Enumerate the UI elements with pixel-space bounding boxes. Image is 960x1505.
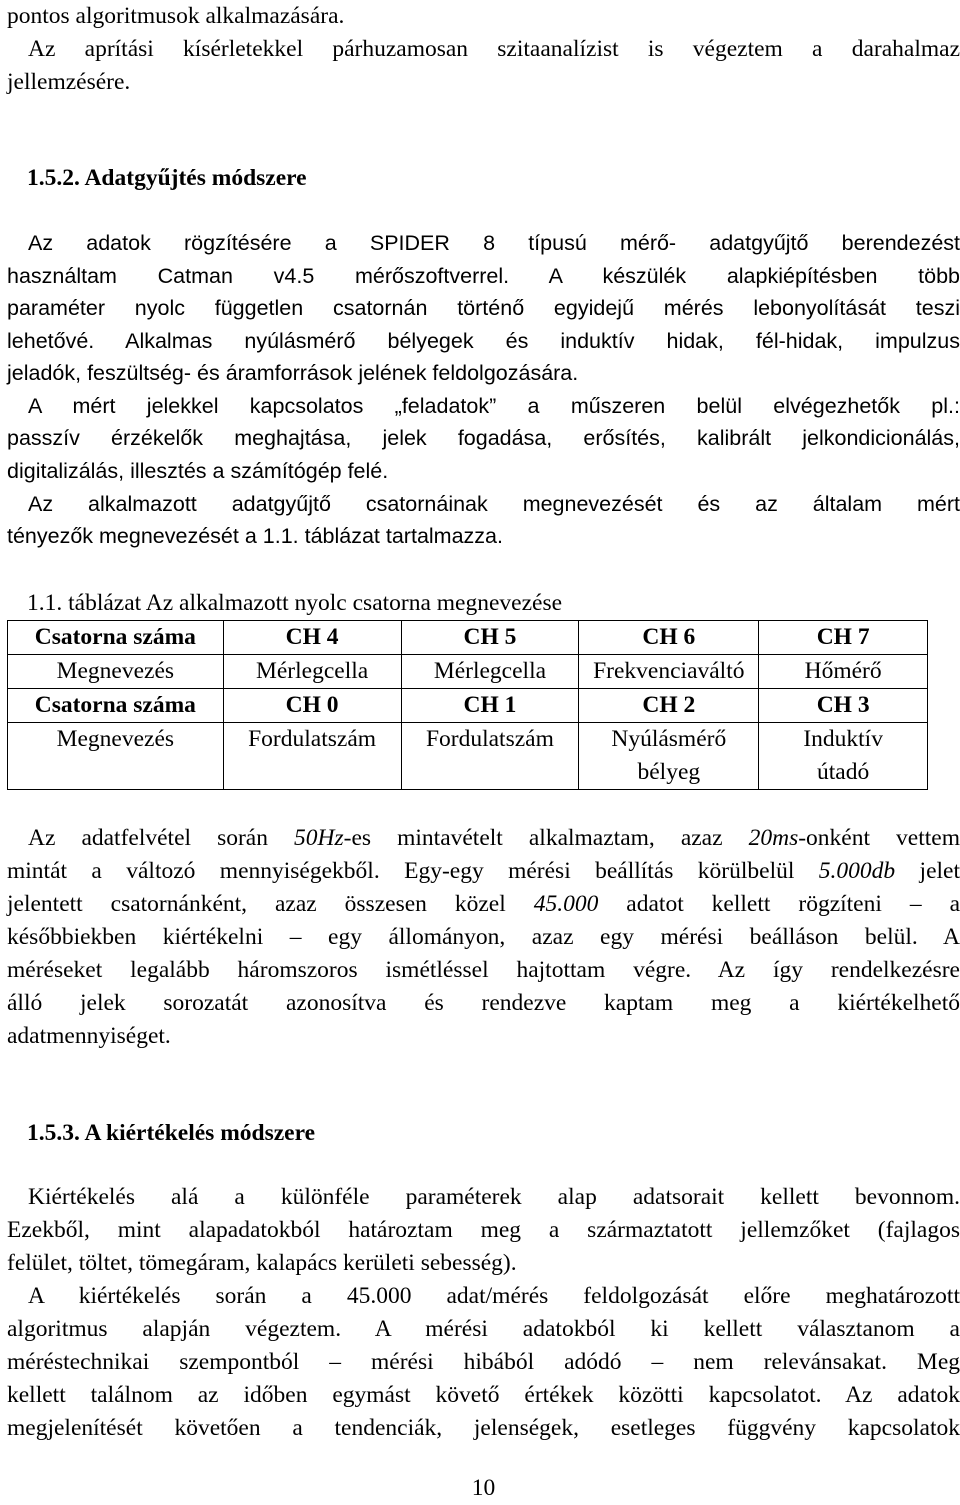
table-cell: CH 3 (759, 689, 928, 723)
text-span: -onként vettem (798, 825, 960, 851)
cell-line: Nyúlásmérő (611, 726, 727, 752)
page-number: 10 (471, 1475, 496, 1501)
table-cell: Mérlegcella (401, 655, 579, 689)
cell-line: Induktív (803, 726, 883, 752)
table-row (8, 621, 928, 655)
table-cell: CH 1 (401, 689, 579, 723)
channel-table (7, 620, 928, 790)
text-line: paraméter nyolc független csatornán történő egyidejű mérés lebonyolítását teszi (7, 296, 960, 320)
text-span: adatot kellett rögzíteni – a (598, 891, 960, 917)
table-cell: Csatorna száma (8, 621, 224, 655)
text-line: A kiértékelés során a 45.000 adat/mérés feldolgozását előre meghatározott (28, 1283, 960, 1309)
cell-line: útadó (817, 759, 870, 785)
table-cell (759, 723, 928, 790)
text-line: jellemzésére. (7, 69, 131, 95)
text-span: jelentett csatornánként, azaz összesen közel (7, 891, 534, 917)
table-cell: CH 2 (579, 689, 759, 723)
table-cell: Megnevezés (8, 723, 224, 790)
text-line: méréseket legalább háromszoros ismétléssel hajtottam végre. Az így rendelkezésre (7, 957, 960, 983)
text-line: jeladók, feszültség- és áramforrások jelének feldolgozására. (7, 361, 579, 385)
text-line: későbbiekben kiértékelni – egy állományon, azaz egy mérési beálláson belül. A (7, 924, 960, 950)
table-cell: Frekvenciaváltó (579, 655, 759, 689)
text-line: Az adatok rögzítésére a SPIDER 8 típusú mérő- adatgyűjtő berendezést (28, 231, 960, 255)
table-cell: Csatorna száma (8, 689, 224, 723)
text-span: jelet (895, 858, 960, 884)
text-line: használtam Catman v4.5 mérőszoftverrel. A készülék alapkiépítésben több (7, 264, 960, 288)
text-line (28, 822, 960, 855)
table-cell: CH 6 (579, 621, 759, 655)
text-line: digitalizálás, illesztés a számítógép felé. (7, 459, 389, 483)
text-line: méréstechnikai szempontból – mérési hibából adódó – nem relevánsakat. Meg (7, 1349, 960, 1375)
document-page (7, 0, 960, 1501)
table-cell: Fordulatszám (223, 723, 401, 790)
cell-line: bélyeg (637, 759, 701, 785)
text-span: 45.000 (533, 891, 599, 917)
table-cell: CH 5 (401, 621, 579, 655)
text-line: álló jelek sorozatát azonosítva és rendezve kaptam meg a kiértékelhető (7, 990, 960, 1016)
section-heading: 1.5.3. A kiértékelés módszere (27, 1120, 316, 1146)
text-line: kellett találnom az időben egymást követő értékek közötti kapcsolatot. Az adatok (7, 1382, 960, 1408)
text-line: tényezők megnevezését a 1.1. táblázat tartalmazza. (7, 524, 503, 548)
text-line: Az alkalmazott adatgyűjtő csatornáinak megnevezését és az általam mért (28, 492, 960, 516)
text-line: megjelenítését követően a tendenciák, jelenségek, esetleges függvény kapcsolatok (7, 1415, 960, 1441)
table-row (8, 723, 928, 790)
text-span: Az adatfelvétel során (28, 825, 295, 851)
text-line: Kiértékelés alá a különféle paraméterek alap adatsorait kellett bevonnom. (28, 1184, 960, 1210)
table-cell: CH 0 (223, 689, 401, 723)
text-span: 5.000db (818, 858, 896, 884)
table-cell: CH 4 (223, 621, 401, 655)
table-cell: Mérlegcella (223, 655, 401, 689)
text-line: passzív érzékelők meghajtása, jelek fogadása, erősítés, kalibrált jelkondicionálás, (7, 426, 960, 450)
section-heading: 1.5.2. Adatgyűjtés módszere (27, 165, 307, 191)
table-row (8, 689, 928, 723)
text-line: Az aprítási kísérletekkel párhuzamosan szitaanalízist is végeztem a darahalmaz (28, 36, 960, 62)
table-cell: CH 7 (759, 621, 928, 655)
text-line: felület, töltet, tömegáram, kalapács kerületi sebesség). (7, 1250, 517, 1276)
table-cell: Fordulatszám (401, 723, 579, 790)
text-line: adatmennyiséget. (7, 1023, 171, 1049)
table-cell (579, 723, 759, 790)
text-line: A mért jelekkel kapcsolatos „feladatok” a műszeren belül elvégezhetők pl.: (28, 394, 960, 418)
text-span: 50Hz (294, 825, 344, 851)
text-line: algoritmus alapján végeztem. A mérési adatokból ki kellett választanom a (7, 1316, 960, 1342)
table-cell: Hőmérő (759, 655, 928, 689)
text-span: 20ms (748, 825, 799, 851)
text-line (7, 888, 960, 921)
text-line: lehetővé. Alkalmas nyúlásmérő bélyegek és induktív hidak, fél-hidak, impulzus (7, 329, 960, 353)
text-line: Ezekből, mint alapadatokból határoztam meg a származtatott jellemzőket (fajlagos (7, 1217, 960, 1243)
text-line: pontos algoritmusok alkalmazására. (7, 3, 345, 29)
text-span: -es mintavételt alkalmaztam, azaz (343, 825, 749, 851)
text-line (7, 855, 960, 888)
text-span: mintát a változó mennyiségekből. Egy-egy mérési beállítás körülbelül (7, 858, 819, 884)
table-cell: Megnevezés (8, 655, 224, 689)
table-caption: 1.1. táblázat Az alkalmazott nyolc csatorna megnevezése (27, 590, 563, 616)
table-row (8, 655, 928, 689)
